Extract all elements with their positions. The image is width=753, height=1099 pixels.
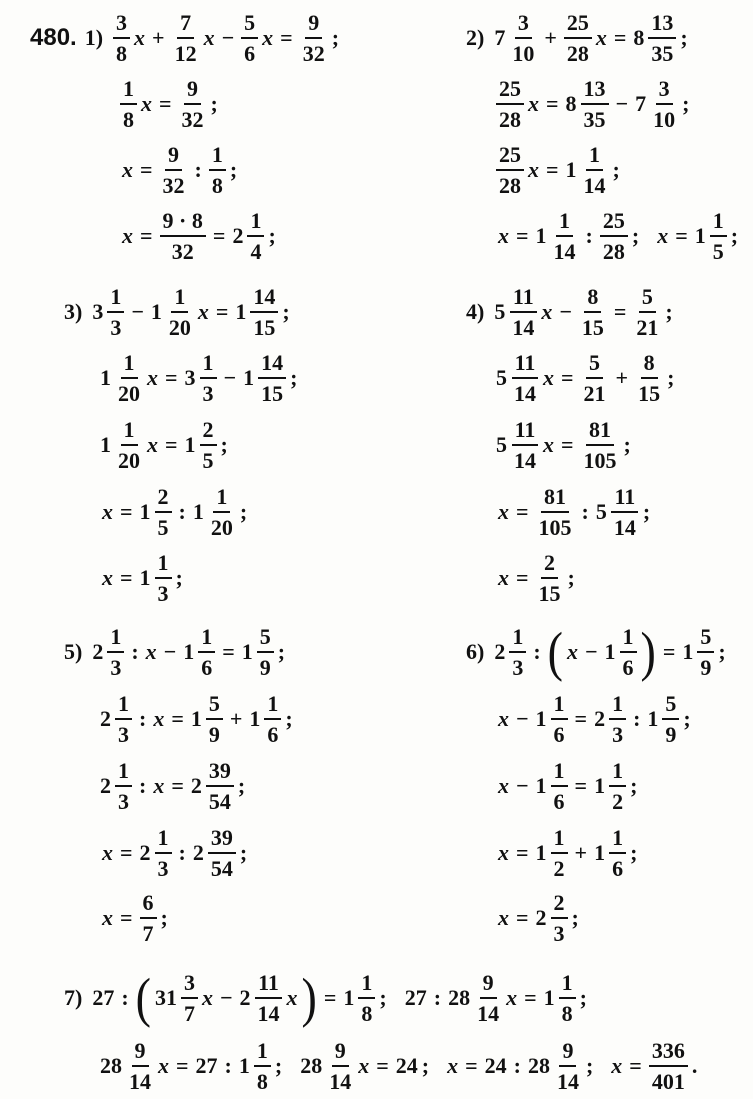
fraction: $\frac{5}{9}$ [662, 693, 679, 746]
fraction: $\frac{13}{35}$ [581, 78, 609, 131]
fraction: $\frac{7}{12}$ [174, 9, 197, 66]
fraction: $\frac{9}{14}$ [556, 1037, 579, 1094]
fraction: $\frac{1}{8}$ [358, 972, 375, 1025]
fraction: $\frac{1}{3}$ [107, 286, 124, 339]
fraction: $\frac{1}{6}$ [264, 693, 281, 746]
fraction: $\frac{9}{14}$ [129, 1037, 151, 1094]
fraction: $\frac{2}{5}$ [155, 486, 172, 539]
fraction: $\frac{39}{54}$ [208, 827, 236, 880]
fraction: $\frac{5}{9}$ [206, 693, 223, 746]
fraction: $\frac{1}{6}$ [551, 760, 568, 813]
fraction: $\frac{1}{3}$ [155, 552, 172, 605]
fraction: $\frac{11}{14}$ [511, 419, 539, 472]
fraction: $\frac{3}{10}$ [653, 75, 676, 132]
fraction: $\frac{1}{6}$ [198, 626, 215, 679]
fraction: $\frac{1}{8}$ [209, 144, 226, 197]
fraction: $\frac{13}{35}$ [648, 12, 676, 65]
fraction: $\frac{1}{3}$ [115, 760, 132, 813]
fraction: $\frac{11}{14}$ [611, 486, 639, 539]
fraction: $\frac{5}{9}$ [697, 626, 714, 679]
fraction: $\frac{1}{8}$ [559, 972, 576, 1025]
fraction: $\frac{39}{54}$ [206, 760, 234, 813]
fraction: $\frac{2}{3}$ [551, 892, 568, 945]
fraction: $\frac{6}{7}$ [140, 892, 157, 945]
fraction: $\frac{8}{15}$ [581, 283, 604, 340]
fraction: $\frac{25}{28}$ [496, 78, 524, 131]
fraction: $\frac{1}{20}$ [118, 349, 140, 406]
fraction: $\frac{1}{3}$ [115, 693, 132, 746]
fraction: $\frac{1}{20}$ [168, 283, 191, 340]
fraction: $\frac{81}{105}$ [583, 416, 617, 473]
fraction: $\frac{1}{2}$ [551, 827, 568, 880]
fraction: $\frac{1}{14}$ [553, 207, 576, 264]
fraction: $\frac{1}{6}$ [620, 626, 637, 679]
fraction: $\frac{9}{32}$ [302, 9, 325, 66]
fraction: $\frac{3}{10}$ [512, 9, 535, 66]
fraction: $\frac{9}{32}$ [162, 141, 185, 198]
fraction: $\frac{9}{14}$ [477, 969, 500, 1026]
fraction: $\frac{3}{8}$ [113, 12, 130, 65]
fraction: $\frac{1}{14}$ [583, 141, 606, 198]
label-4: 4) [466, 299, 485, 324]
label-6: 6) [466, 639, 485, 664]
fraction: $\frac{81}{105}$ [538, 483, 572, 540]
fraction: $\frac{1}{3}$ [107, 626, 124, 679]
fraction: $\frac{2}{5}$ [200, 419, 217, 472]
label-3: 3) [64, 299, 83, 324]
label-2: 2) [466, 25, 485, 50]
fraction: $\frac{336}{401}$ [649, 1040, 688, 1093]
label-7: 7) [64, 985, 83, 1010]
fraction: $\frac{1}{3}$ [609, 693, 626, 746]
fraction: $\frac{1}{3}$ [509, 626, 526, 679]
fraction: $\frac{14}{15}$ [250, 286, 278, 339]
fraction: $\frac{1}{5}$ [710, 210, 727, 263]
fraction: $\frac{14}{15}$ [258, 352, 286, 405]
label-1: 1) [84, 25, 104, 50]
fraction: $\frac{1}{4}$ [247, 210, 264, 263]
fraction: $\frac{5}{9}$ [257, 626, 274, 679]
fraction: $\frac{1}{6}$ [609, 827, 626, 880]
problem-number: 480. [30, 24, 77, 51]
fraction: $\frac{9}{14}$ [329, 1037, 352, 1094]
fraction: $\frac{2}{15}$ [538, 549, 561, 606]
fraction: $\frac{11}{14}$ [509, 286, 537, 339]
fraction: $\frac{3}{7}$ [181, 972, 198, 1025]
fraction: $\frac{1}{8}$ [254, 1040, 271, 1093]
fraction: $\frac{25}{28}$ [564, 12, 592, 65]
fraction: $\frac{1}{8}$ [120, 78, 137, 131]
fraction: $\frac{1}{6}$ [551, 693, 568, 746]
fraction: $\frac{25}{28}$ [600, 210, 628, 263]
fraction: $\frac{8}{15}$ [638, 349, 661, 406]
fraction: $\frac{9 \cdot 8}{32}$ [160, 210, 206, 263]
fraction: $\frac{5}{6}$ [241, 12, 258, 65]
label-5: 5) [64, 639, 83, 664]
fraction: $\frac{1}{20}$ [210, 483, 233, 540]
fraction: $\frac{1}{20}$ [118, 416, 140, 473]
fraction: $\frac{11}{14}$ [255, 972, 283, 1025]
fraction: $\frac{1}{3}$ [200, 352, 217, 405]
fraction: $\frac{25}{28}$ [496, 144, 524, 197]
fraction: $\frac{9}{32}$ [181, 75, 204, 132]
fraction: $\frac{5}{21}$ [583, 349, 606, 406]
fraction: $\frac{11}{14}$ [511, 352, 539, 405]
fraction: $\frac{5}{21}$ [636, 283, 659, 340]
fraction: $\frac{1}{2}$ [609, 760, 626, 813]
fraction: $\frac{1}{3}$ [155, 827, 172, 880]
